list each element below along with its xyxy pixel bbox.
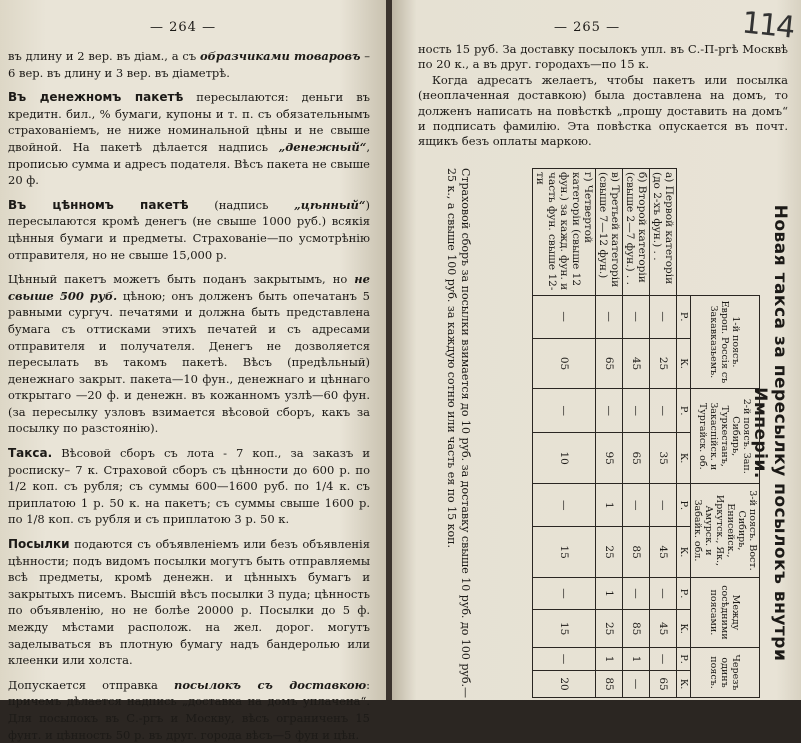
paragraph-valuable-packet	[8, 197, 370, 263]
table-cell: —	[596, 295, 623, 338]
unit-kopecks: К.	[677, 671, 691, 698]
table-cell: —	[623, 295, 650, 338]
paragraph-closed-packet	[8, 271, 370, 437]
page-number-left: — 264 —	[150, 20, 217, 35]
table-cell: 45	[650, 610, 677, 648]
table-header-blank	[677, 169, 760, 296]
table-cell: —	[533, 577, 596, 609]
left-page	[0, 0, 386, 742]
row-label: б) Второй категоріи (свыше 2—7 фун.) . .	[623, 169, 650, 296]
paragraph-delivery	[8, 677, 370, 743]
right-page-text	[418, 42, 788, 150]
text-emphasis: „денежный“	[278, 139, 367, 154]
table-cell: 35	[650, 433, 677, 484]
unit-rubles: Р.	[677, 295, 691, 338]
text-run: цѣною; онъ долженъ быть опечатанъ 5 равными сургуч. печатями и должна быть представлена бумага съ оттисками этихъ печатей и съ адресами отправителя и получателя. Денегъ не дозволяется пересылать въ такомъ пакетѣ. Вѣсъ (предѣльный) денежнаго закрыт. пакета—10 фун., денежнаго и цѣннаго открытаго —20 ф. и денежн. въ кожанномъ узлѣ—60 фун. (за пересылку узловъ взимается вѣсовой сборъ, какъ за посылку по разстоянію).	[8, 288, 370, 436]
table-header-row	[691, 169, 760, 698]
text-run: Допускается отправка	[8, 677, 175, 692]
table-cell: —	[533, 648, 596, 671]
table-insurance-note: Страховой сборъ за посылки взимается до 10 руб. за доставку свыше 10 руб. до 100 руб.—25 к., а свыше 100 руб. за каждую сотню или часть ея по 15 коп.	[445, 168, 472, 698]
table-cell: —	[623, 389, 650, 433]
table-cell: —	[533, 295, 596, 338]
paragraph-parcels	[8, 536, 370, 669]
table-cell: —	[533, 389, 596, 433]
page-number-right: — 265 —	[554, 20, 621, 35]
text-run: пересылаются: деньги въ кредитн. бил., % бумаги, купоны и т. п. съ обязательнымъ страхованіемъ, не ниже номинальной цѣны и не свыше двойной. На пакетѣ дѣлается надпись	[8, 90, 370, 154]
table-cell: 65	[596, 338, 623, 388]
left-page-text	[8, 48, 370, 743]
table-cell: 95	[596, 433, 623, 484]
text-run: : причемъ дѣлается надпись „доставка на домъ уплачена“. Для посылокъ въ С.-ргъ и Москву, вѣсъ ограниченъ 15 фунт. и цѣнность 50 р. въ друг. города вѣсъ—5 фун и цѣн.	[8, 677, 370, 742]
table-cell: —	[650, 295, 677, 338]
section-heading: Въ цѣнномъ пакетѣ	[8, 197, 189, 212]
section-heading: Посылки	[8, 537, 70, 552]
table-cell: —	[623, 484, 650, 527]
text-run: Цѣнный пакетъ можетъ быть поданъ закрытымъ, но	[8, 272, 355, 287]
header-zone-1: 1-й поясъ. Европ. Россія съ Закавказьемъ.	[691, 295, 760, 389]
paragraph-continuation	[8, 48, 370, 81]
table-cell: 1	[623, 648, 650, 671]
right-page	[392, 0, 801, 700]
table-cell: —	[650, 648, 677, 671]
table-cell: —	[533, 484, 596, 527]
table-cell: 1	[596, 648, 623, 671]
table-cell: 85	[596, 671, 623, 698]
paragraph-tariff	[8, 445, 370, 528]
unit-rubles: Р.	[677, 577, 691, 609]
text-run: , прописью сумма и адресъ подателя. Вѣсъ пакета не свыше 20 ф.	[8, 139, 370, 188]
table-row	[533, 169, 596, 698]
header-zone-3: 3-й поясъ. Вост. Сибирь, Енисейск., Иркутск., Як., Амурск. и Забайк. обл.	[691, 484, 760, 578]
paragraph-home-delivery: Когда адресатъ желаетъ, чтобы пакетъ или посылка (неоплаченная доставкою) была доставлена на домъ, то долженъ написать на повѣсткѣ „прошу доставить на домъ“ и подписать фамилію. Эта повѣстка опускается въ почт. ящикъ безъ оплаты маркою.	[418, 72, 788, 149]
text-run: Вѣсовой сборъ съ лота - 7 коп., за заказъ и росписку– 7 к. Страховой сборъ съ цѣнности до 600 р. по 1/2 коп. съ рубля; съ суммы 600—1600 руб. по 1/4 к. съ приплатою 1 р. 50 к. на пакетъ; съ суммы свыше 1600 р. по 1/8 коп. съ рубля и съ приплатою 3 р. 50 к.	[8, 446, 370, 527]
table-cell: 85	[623, 527, 650, 577]
table-cell: 65	[650, 671, 677, 698]
unit-rubles: Р.	[677, 648, 691, 671]
text-run: ) пересылаются кромѣ денегъ (не свыше 1000 руб.) всякія цѣнныя бумаги и предметы. Страхованіе—по усмотрѣнію отправителя, но не свыше 15,000 р.	[8, 197, 371, 262]
unit-kopecks: К.	[677, 433, 691, 484]
handwritten-folio-number: 114	[740, 5, 795, 46]
unit-kopecks: К.	[677, 610, 691, 648]
tariff-table	[532, 168, 760, 698]
text-run: (надпись	[188, 197, 295, 212]
table-cell: 20	[533, 671, 596, 698]
text-emphasis: посылокъ съ доставкою	[174, 677, 367, 692]
table-row	[650, 169, 677, 698]
header-zone-2: 2-й поясъ. Зап. Сибирь, Туркестанъ, Закаспійск. и Тургайск. об.	[691, 389, 760, 484]
table-cell: 25	[596, 527, 623, 577]
text-run: подаются съ объявленіемъ или безъ объявленія цѣнности; подъ видомъ посылки могутъ быть отправляемы всѣ предметы, кромѣ денежн. и цѣнныхъ бумагъ и закрытыхъ писемъ. Высшій вѣсъ посылки 3 пуда; цѣнность по объявленію, но не болѣе 20000 р. Посылки до 5 ф. между мѣстами располож. на жел. дорог. могутъ заделываться въ плотную бумагу надъ бандеролью или клеенки или холста.	[8, 537, 370, 668]
table-cell: —	[650, 577, 677, 609]
tariff-table-rotated-frame	[414, 168, 794, 698]
table-cell: 85	[623, 610, 650, 648]
table-cell: —	[623, 671, 650, 698]
table-cell: 45	[650, 527, 677, 577]
unit-kopecks: К.	[677, 338, 691, 388]
unit-rubles: Р.	[677, 389, 691, 433]
unit-kopecks: К.	[677, 527, 691, 577]
table-cell: 15	[533, 527, 596, 577]
table-cell: 1	[596, 484, 623, 527]
table-cell: —	[623, 577, 650, 609]
table-cell: —	[596, 389, 623, 433]
table-cell: 05	[533, 338, 596, 388]
unit-rubles: Р.	[677, 484, 691, 527]
header-adjacent-zones: Между сосѣдними поясами.	[691, 577, 760, 647]
text-emphasis: не свыше 500 руб.	[8, 272, 370, 303]
table-cell: 65	[623, 433, 650, 484]
section-heading: Въ денежномъ пакетѣ	[8, 90, 184, 105]
table-cell: 45	[623, 338, 650, 388]
table-cell: 15	[533, 610, 596, 648]
header-one-zone-apart: Черезъ одинъ поясъ.	[691, 648, 760, 698]
row-label: г) Четвертой категоріи (свыше 12 фун.) за кажд. фун. и часть фун. свыше 12-ти	[533, 169, 596, 296]
table-row	[596, 169, 623, 698]
table-cell: 25	[596, 610, 623, 648]
table-cell: 25	[650, 338, 677, 388]
row-label: а) Первой категоріи (до 2-хъ фун.) . .	[650, 169, 677, 296]
text-run: въ длину и 2 вер. въ діам., а съ	[8, 49, 200, 63]
table-cell: 1	[596, 577, 623, 609]
table-cell: —	[650, 484, 677, 527]
text-emphasis: „цѣнный“	[294, 197, 366, 212]
section-heading: Такса.	[8, 446, 53, 461]
rotated-tariff-table	[414, 168, 794, 698]
table-row	[623, 169, 650, 698]
paragraph-money-packet	[8, 89, 370, 189]
table-cell: —	[650, 389, 677, 433]
table-title: Новая такса за пересылку посылокъ внутри Имперіи.	[750, 204, 790, 662]
table-cell: 10	[533, 433, 596, 484]
text-emphasis: образчиками товаровъ	[199, 49, 361, 63]
paragraph-continuation: ность 15 руб. За доставку посылокъ упл. въ С.-П-ргѣ Москвѣ по 20 к., а въ друг. городахъ—по 15 к.	[418, 42, 788, 72]
row-label: в) Третьей категоріи (свыше 7—12 фун.)	[596, 169, 623, 296]
text-run: – 6 вер. въ длину и 3 вер. въ діаметрѣ.	[8, 49, 371, 80]
